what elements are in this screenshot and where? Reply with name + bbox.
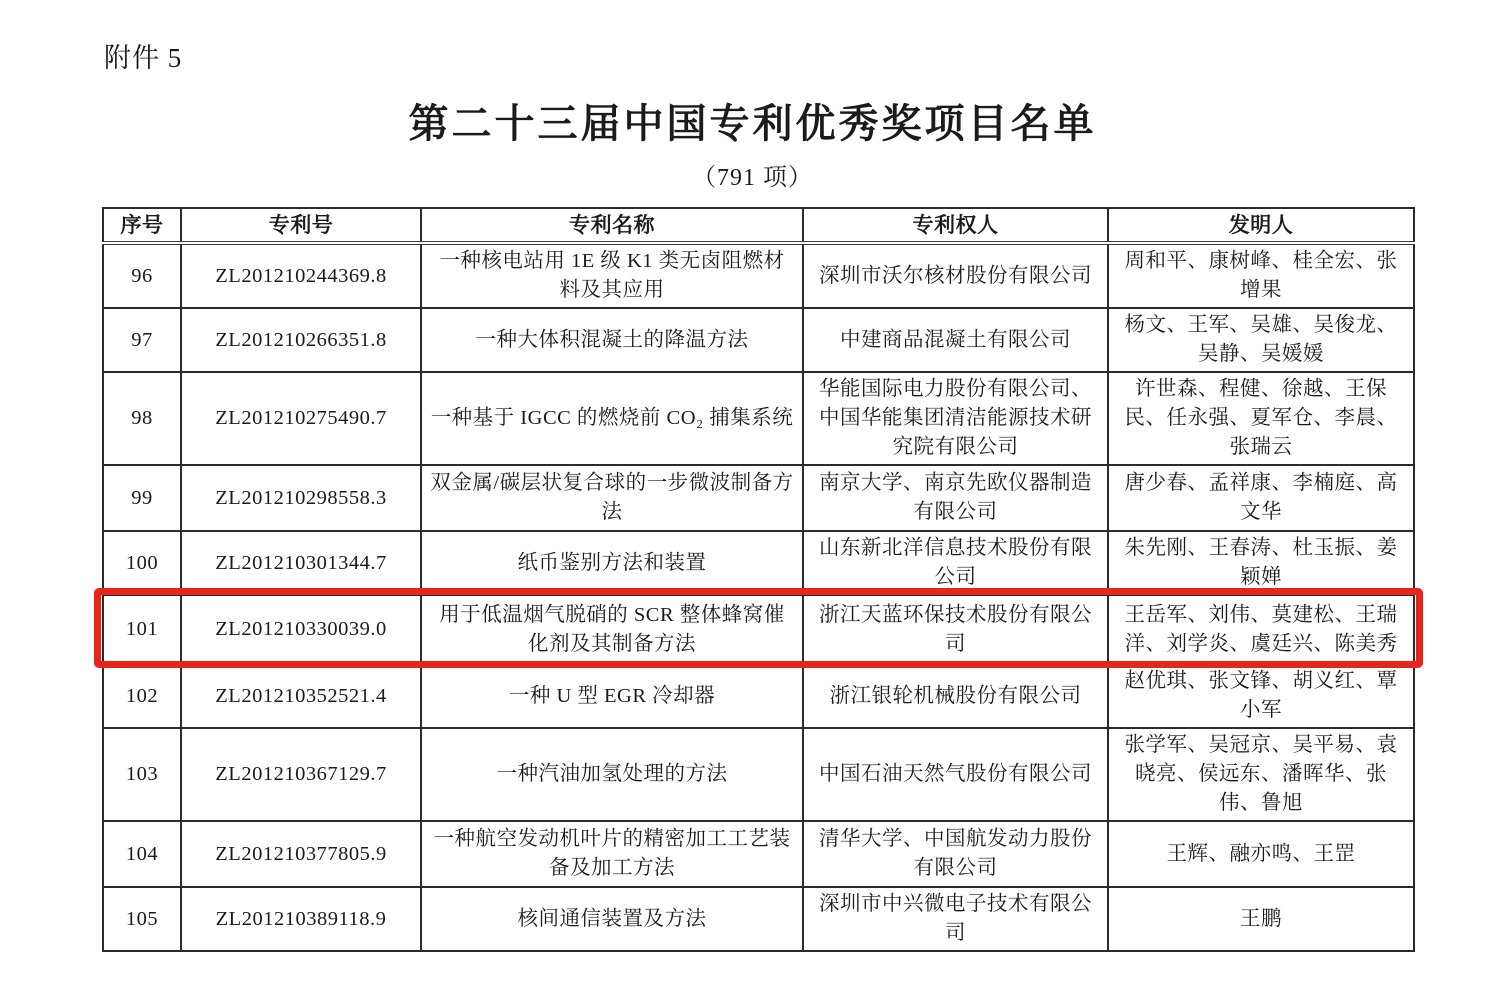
cell-owner: 山东新北洋信息技术股份有限公司 [803,531,1108,595]
column-header: 专利号 [181,208,421,243]
cell-patent-no: ZL201210389118.9 [181,887,421,951]
cell-patent-name: 一种航空发动机叶片的精密加工工艺装备及加工方法 [421,821,803,887]
cell-no: 99 [103,465,181,531]
column-header: 序号 [103,208,181,243]
cell-owner: 清华大学、中国航发动力股份有限公司 [803,821,1108,887]
table-header [103,208,1414,243]
cell-patent-name: 核间通信装置及方法 [421,887,803,951]
cell-inventors: 朱先刚、王春涛、杜玉振、姜颖婵 [1108,531,1414,595]
cell-patent-no: ZL201210367129.7 [181,728,421,821]
table-row [103,821,1414,887]
table-row [103,887,1414,951]
attachment-label: 附件 5 [104,43,183,73]
cell-patent-name: 一种核电站用 1E 级 K1 类无卤阻燃材料及其应用 [421,243,803,308]
cell-inventors: 王岳军、刘伟、莫建松、王瑞洋、刘学炎、虞廷兴、陈美秀 [1108,595,1414,664]
cell-owner: 深圳市中兴微电子技术有限公司 [803,887,1108,951]
table-row [103,595,1414,664]
cell-no: 98 [103,372,181,465]
cell-inventors: 王鹏 [1108,887,1414,951]
page-title: 第二十三届中国专利优秀奖项目名单 [408,101,1097,146]
table-row [103,531,1414,595]
cell-no: 97 [103,308,181,372]
cell-patent-no: ZL201210330039.0 [181,595,421,664]
column-header: 专利名称 [421,208,803,243]
cell-inventors: 唐少春、孟祥康、李楠庭、高文华 [1108,465,1414,531]
cell-no: 101 [103,595,181,664]
cell-owner: 浙江天蓝环保技术股份有限公司 [803,595,1108,664]
cell-inventors: 赵优琪、张文锋、胡义红、覃小军 [1108,664,1414,728]
cell-patent-name: 纸币鉴别方法和装置 [421,531,803,595]
cell-owner: 深圳市沃尔核材股份有限公司 [803,243,1108,308]
cell-patent-no: ZL201210244369.8 [181,243,421,308]
table-body [103,243,1414,951]
cell-inventors: 张学军、吴冠京、吴平易、袁晓亮、侯远东、潘晖华、张伟、鲁旭 [1108,728,1414,821]
cell-inventors: 周和平、康树峰、桂全宏、张增果 [1108,243,1414,308]
cell-no: 104 [103,821,181,887]
table-header-row [103,208,1414,243]
cell-owner: 南京大学、南京先欧仪器制造有限公司 [803,465,1108,531]
cell-patent-no: ZL201210266351.8 [181,308,421,372]
cell-patent-name: 一种大体积混凝土的降温方法 [421,308,803,372]
table-row [103,243,1414,308]
cell-patent-no: ZL201210352521.4 [181,664,421,728]
cell-owner: 华能国际电力股份有限公司、中国华能集团清洁能源技术研究院有限公司 [803,372,1108,465]
cell-patent-name: 一种基于 IGCC 的燃烧前 CO₂ 捕集系统 [421,372,803,465]
cell-patent-name: 双金属/碳层状复合球的一步微波制备方法 [421,465,803,531]
table-row [103,465,1414,531]
table-row [103,308,1414,372]
cell-owner: 浙江银轮机械股份有限公司 [803,664,1108,728]
cell-no: 105 [103,887,181,951]
table-row [103,728,1414,821]
cell-inventors: 杨文、王军、吴雄、吴俊龙、吴静、吴媛媛 [1108,308,1414,372]
cell-patent-name: 用于低温烟气脱硝的 SCR 整体蜂窝催化剂及其制备方法 [421,595,803,664]
page-subtitle: （791 项） [692,165,813,191]
table-row [103,664,1414,728]
cell-patent-no: ZL201210298558.3 [181,465,421,531]
cell-owner: 中建商品混凝土有限公司 [803,308,1108,372]
cell-no: 96 [103,243,181,308]
cell-patent-no: ZL201210275490.7 [181,372,421,465]
column-header: 专利权人 [803,208,1108,243]
cell-owner: 中国石油天然气股份有限公司 [803,728,1108,821]
patent-award-table [102,207,1415,952]
table-row [103,372,1414,465]
cell-no: 102 [103,664,181,728]
cell-patent-name: 一种汽油加氢处理的方法 [421,728,803,821]
cell-patent-no: ZL201210301344.7 [181,531,421,595]
cell-no: 100 [103,531,181,595]
cell-inventors: 王辉、融亦鸣、王罡 [1108,821,1414,887]
cell-inventors: 许世森、程健、徐越、王保民、任永强、夏军仓、李晨、张瑞云 [1108,372,1414,465]
cell-patent-no: ZL201210377805.9 [181,821,421,887]
cell-no: 103 [103,728,181,821]
cell-patent-name: 一种 U 型 EGR 冷却器 [421,664,803,728]
column-header: 发明人 [1108,208,1414,243]
